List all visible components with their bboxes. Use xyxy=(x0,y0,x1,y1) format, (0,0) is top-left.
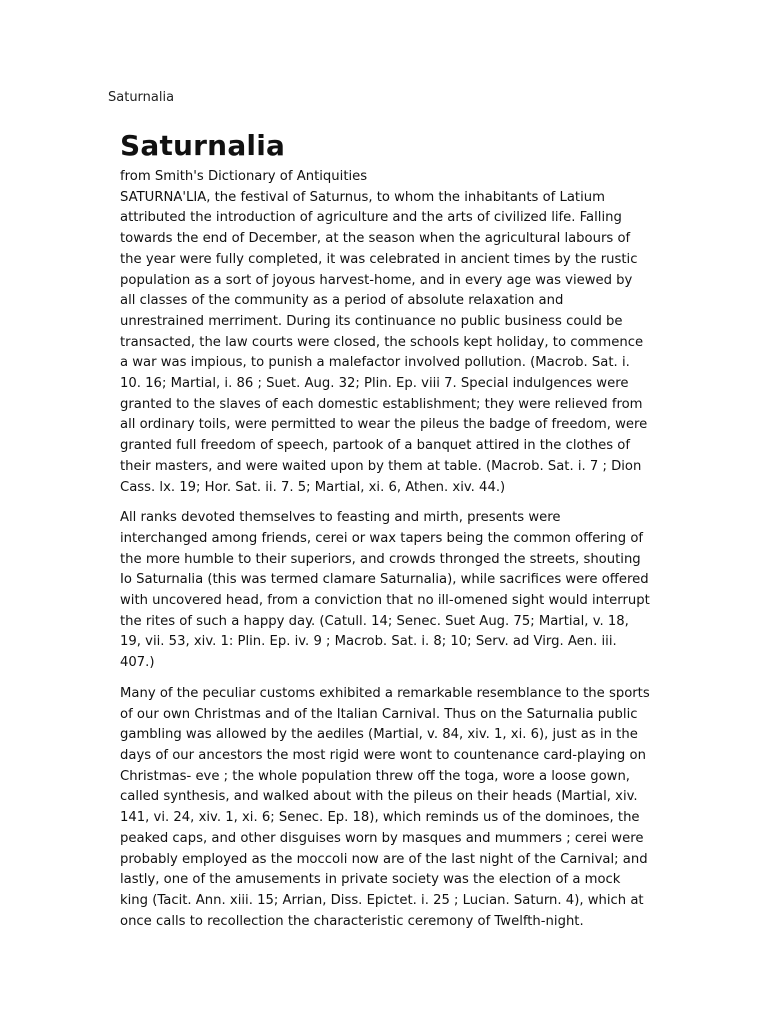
paragraph-3: Many of the peculiar customs exhibited a remarkable resemblance to the sports of our own Christmas and of the Italian Carnival. Thus on the Saturnalia public gambling was allowed by the aediles (Martial, v. 84, xiv. 1, xi. 6), just as in the days of our ancestors the most rigid were wont to countenance card-playing on Christmas- eve ; the whole population threw off the toga, wore a loose gown, called synthesis, and walked about with the pileus on their heads (Martial, xiv. 141, vi. 24, xiv. 1, xi. 6; Senec. Ep. 18), which reminds us of the dominoes, the peaked caps, and other disguises worn by masques and mummers ; cerei were probably employed as the moccoli now are of the last night of the Carnival; and lastly, one of the amusements in private society was the election of a mock king (Tacit. Ann. xiii. 15; Arrian, Diss. Epictet. i. 25 ; Lucian. Saturn. 4), which at once calls to recollection the characteristic ceremony of Twelfth-night. xyxy=(120,685,650,929)
article-title: Saturnalia xyxy=(120,129,286,162)
paragraph-2: All ranks devoted themselves to feasting and mirth, presents were interchanged among friends, cerei or wax tapers being the common offering of the more humble to their superiors, and crowds thronged the streets, shouting Io Saturnalia (this was termed clamare Saturnalia), while sacrifices were offered with uncovered head, from a conviction that no ill-omened sight would interrupt the rites of such a happy day. (Catull. 14; Senec. Suet Aug. 75; Martial, v. 18, 19, vii. 53, xiv. 1: Plin. Ep. iv. 9 ; Macrob. Sat. i. 8; 10; Serv. ad Virg. Aen. iii. 407.) xyxy=(120,510,650,671)
paragraph-1: SATURNA'LIA, the festival of Saturnus, to whom the inhabitants of Latium attributed the introduction of agriculture and the arts of civilized life. Falling towards the end of December, at the season when the agricultural labours of the year were fully completed, it was celebrated in ancient times by the rustic population as a sort of joyous harvest-home, and in every age was viewed by all classes of the community as a period of absolute relaxation and unrestrained merriment. During its continuance no public business could be transacted, the law courts were closed, the schools kept holiday, to commence a war was impious, to punish a malefactor involved pollution. (Macrob. Sat. i. 10. 16; Martial, i. 86 ; Suet. Aug. 32; Plin. Ep. viii 7. Special indulgences were granted to the slaves of each domestic establishment; they were relieved from all ordinary toils, were permitted to wear the pileus the badge of freedom, were granted full freedom of speech, partook of a banquet attired in the clothes of their masters, and were waited upon by them at table. (Macrob. Sat. i. 7 ; Dion Cass. lx. 19; Hor. Sat. ii. 7. 5; Martial, xi. 6, Athen. xiv. 44.) xyxy=(120,189,648,495)
article-body xyxy=(120,128,650,942)
article-source: from Smith's Dictionary of Antiquities xyxy=(120,169,368,184)
page-header-label: Saturnalia xyxy=(108,90,175,105)
